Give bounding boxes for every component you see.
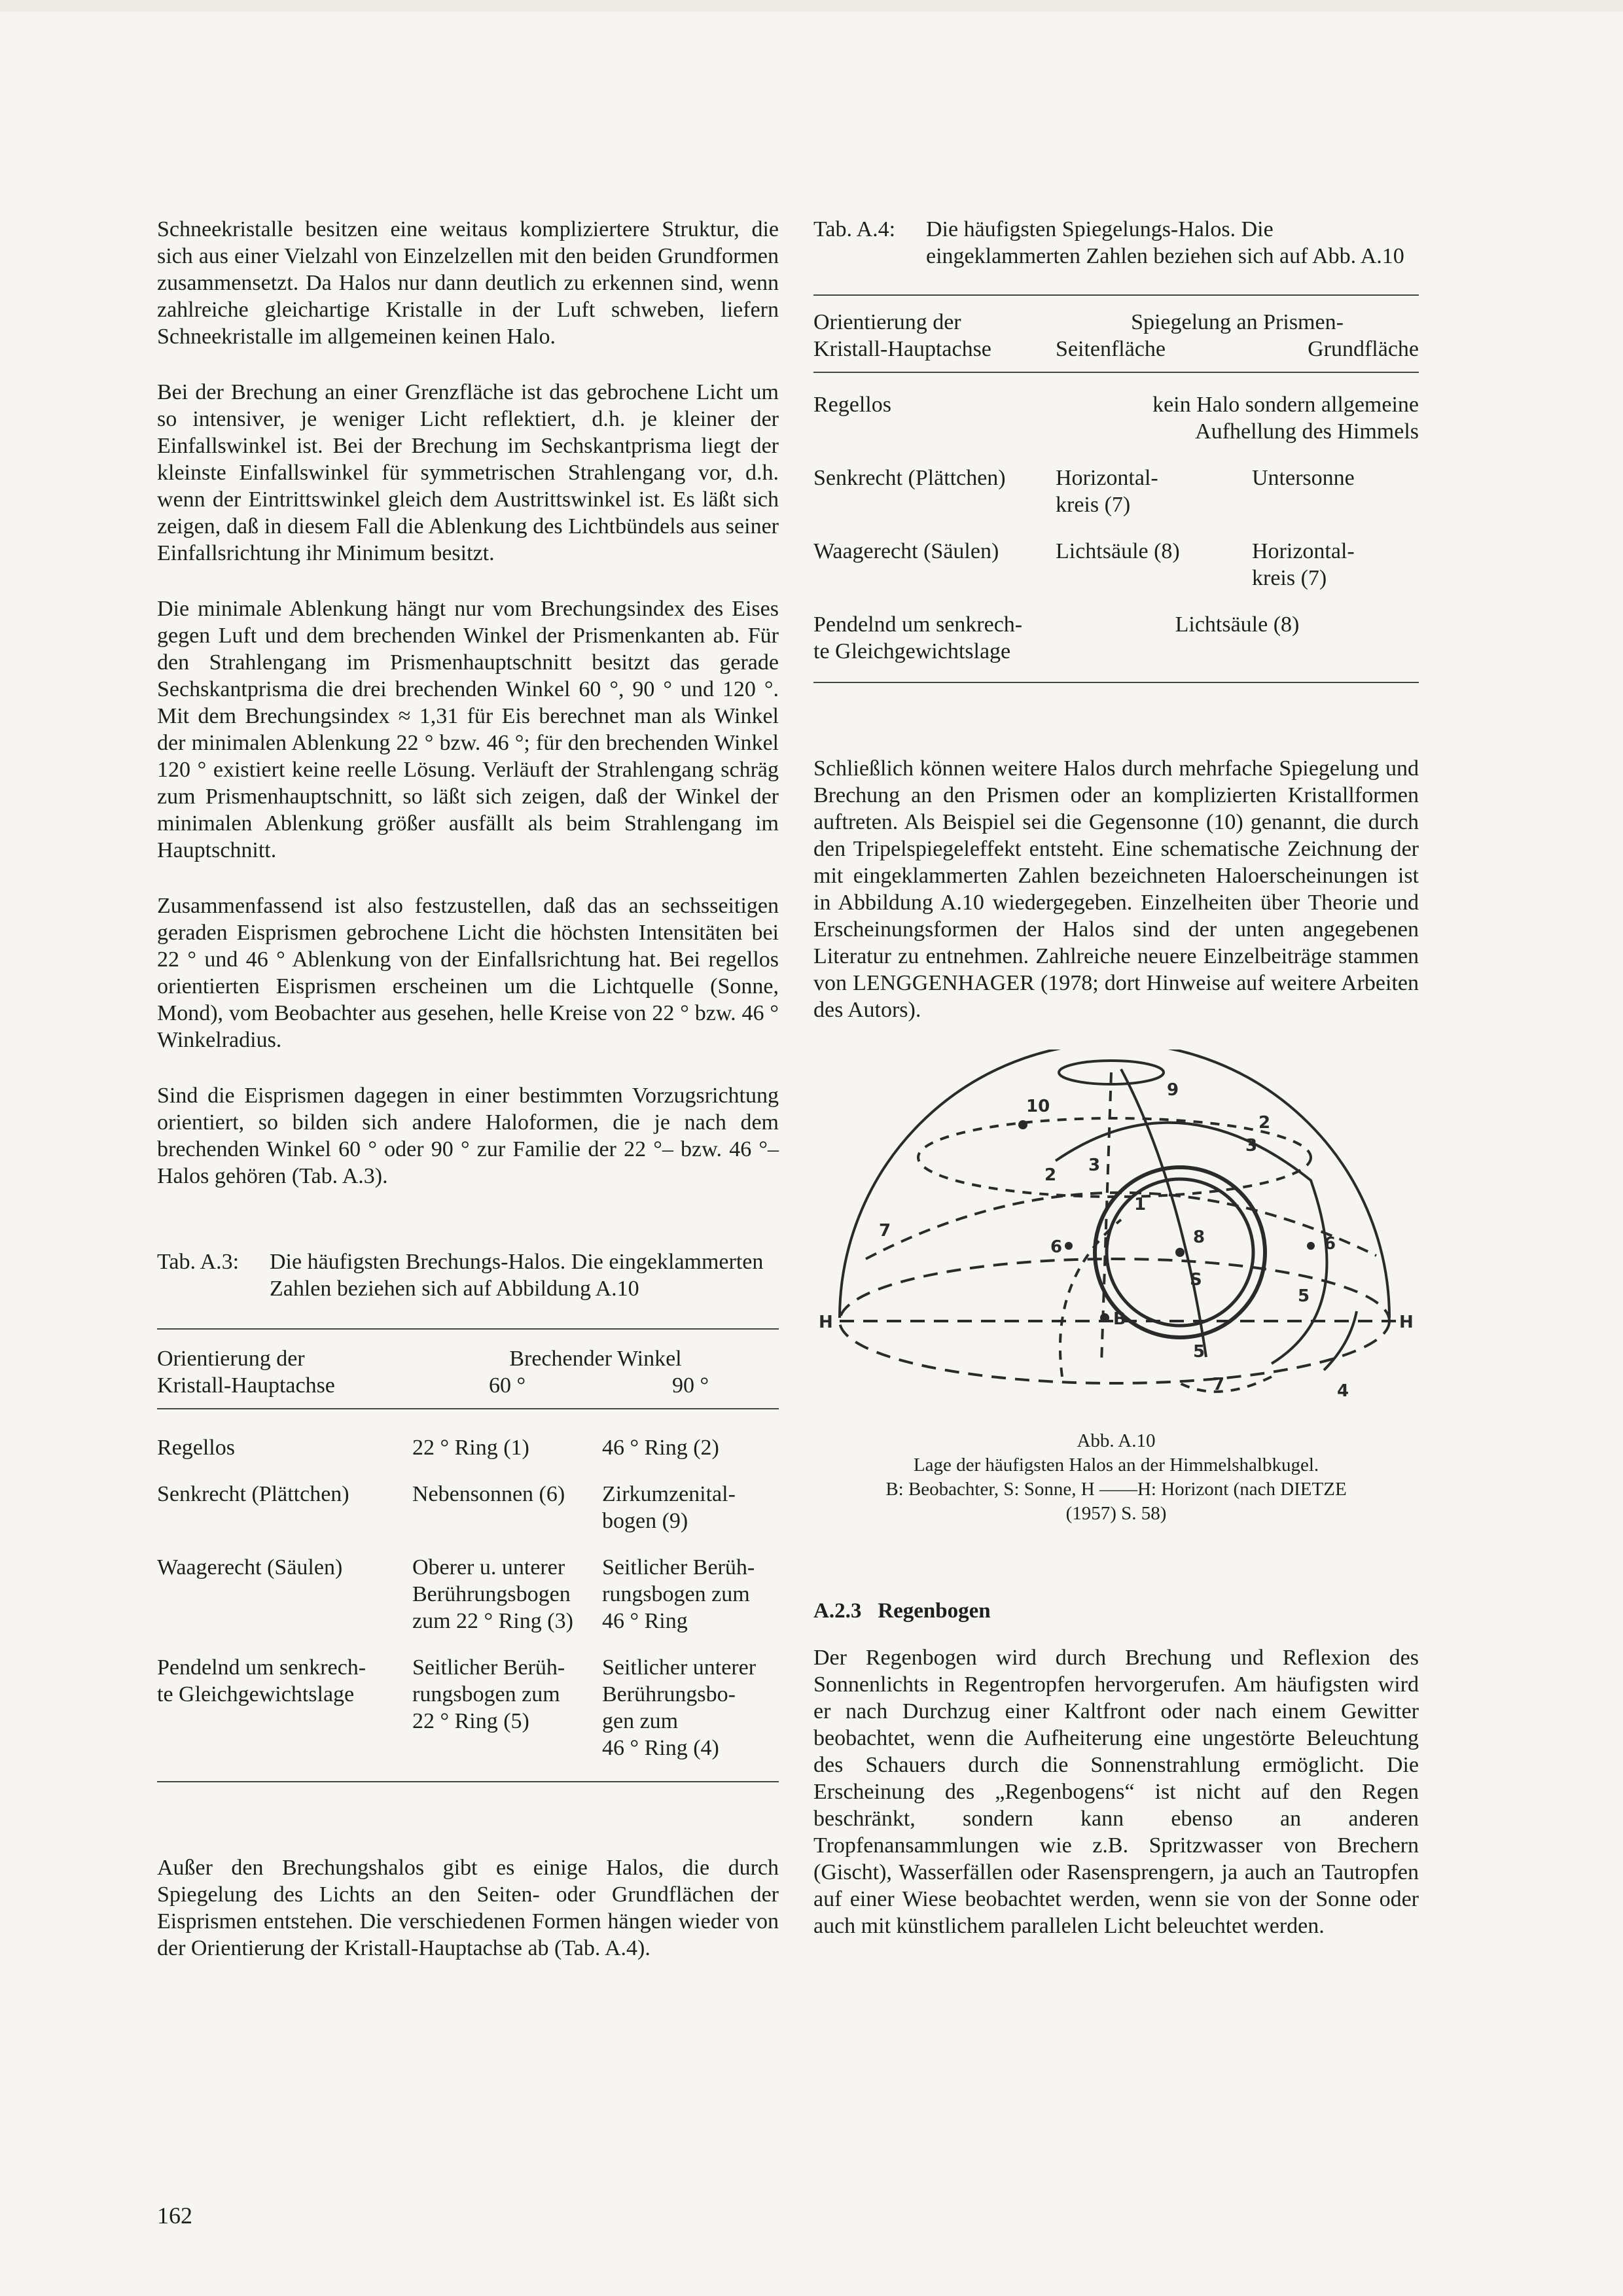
figure-label: 8	[1193, 1227, 1205, 1247]
table-cell: Regellos	[157, 1436, 235, 1460]
paragraph: Sind die Eisprismen dagegen in einer bestimmten Vorzugsrichtung orientiert, so bilden sich andere Haloformen, die je nach dem brechenden Winkel 60 ° oder 90 ° zur Familie der 22 °– bzw. 46 °–Halos gehören (Tab. A.3).	[157, 1084, 779, 1188]
table-header-group: Spiegelung an Prismen-	[1131, 310, 1344, 334]
figure-label: B	[1113, 1309, 1126, 1329]
sun-dot	[1175, 1248, 1185, 1257]
paragraph: Die minimale Ablenkung hängt nur vom Brechungsindex des Eises gegen Luft und dem brechenden Winkel der Prismenkanten ab. Für den Strahlengang im Prismenhauptschnitt besitzt das gerade Sechskantprisma die drei brechenden Winkel 60 °, 90 ° und 120 °. Mit dem Brechungsindex ≈ 1,31 für Eis berechnet man als Winkel der minimalen Ablenkung 22 ° bzw. 46 °; für den brechenden Winkel 120 ° existiert keine reelle Lösung. Verläuft der Strahlengang schräg zum Prismenhauptschnitt, so läßt sich zeigen, daß der Winkel der minimalen Ablenkung größer ausfällt als beim Strahlengang im Hauptschnitt.	[157, 597, 779, 862]
table-cell: Waagerecht (Säulen)	[157, 1555, 343, 1580]
table-a4-caption-text: Die häufigsten Spiegelungs-Halos. Die eingeklammerten Zahlen beziehen sich auf Abb. A.10	[926, 217, 1404, 268]
figure-label: 3	[1245, 1136, 1258, 1156]
table-a4-body	[813, 373, 1419, 665]
table-cell: 22 ° Ring (1)	[412, 1436, 529, 1460]
figure-label: H	[1399, 1313, 1414, 1332]
figure-title: Lage der häufigsten Halos an der Himmelshalbkugel.	[913, 1455, 1319, 1475]
table-header-orientation: Orientierung der Kristall-Hauptachse	[813, 310, 991, 361]
parhelion-dot	[1065, 1242, 1073, 1250]
table-header-side: Seitenfläche	[1056, 337, 1166, 361]
table-a4-label: Tab. A.4:	[813, 217, 896, 241]
figure-label: 6	[1050, 1237, 1063, 1257]
paragraph: Bei der Brechung an einer Grenzfläche ist das gebrochene Licht um so intensiver, je weniger Licht reflektiert, d.h. je kleiner der Einfallswinkel ist. Bei der Brechung im Sechskantprisma liegt der kleinste Einfallswinkel für symmetrischen Strahlengang vor, d.h. wenn der Eintrittswinkel gleich dem Austrittswinkel ist. Es läßt sich zeigen, daß in diesem Fall die Ablenkung des Lichtbündels aus seiner Einfallsrichtung ihr Minimum besitzt.	[157, 380, 779, 565]
scan-top-edge	[0, 0, 1623, 12]
table-a3-body	[157, 1409, 779, 1761]
table-a3	[157, 1330, 779, 1399]
figure-source: (1957) S. 58)	[1065, 1503, 1167, 1524]
table-cell: Pendelnd um senkrech- te Gleichgewichtslage	[157, 1655, 366, 1706]
table-header-group: Brechender Winkel	[509, 1347, 682, 1371]
figure-label: 10	[1026, 1097, 1050, 1116]
table-header-base: Grundfläche	[1308, 337, 1419, 361]
paragraph: Der Regenbogen wird durch Brechung und Reflexion des Sonnenlichts in Regentropfen hervorgerufen. Am häufigsten wird er nach Durchzug einer Kaltfront oder nach einem Gewitter beobachtet, wenn die Aufheiterung eine ungestörte Beleuchtung des Schauers durch die Sonnenstrahlung ermöglicht. Die Erscheinung des „Regenbogens“ ist nicht auf den Regen beschränkt, sondern kann ebenso an anderen Tropfenansammlungen wie z.B. Spritzwasser von Brechern (Gischt), Wasserfällen oder Rasensprengern, ja auch an Tautropfen auf einer Wiese beobachtet werden, wenn sie von der Sonne oder auch mit künstlichem parallelen Licht beleuchtet werden.	[813, 1646, 1419, 1938]
right-column	[813, 216, 1419, 1939]
table-rule	[813, 682, 1419, 683]
table-cell: kein Halo sondern allgemeine Aufhellung des Himmels	[1152, 393, 1419, 444]
figure-label: S	[1190, 1270, 1202, 1290]
figure-label: H	[819, 1313, 833, 1332]
figure-label: 2	[1044, 1165, 1057, 1185]
left-column	[157, 216, 779, 1990]
paragraph: Schließlich können weitere Halos durch mehrfache Spiegelung und Brechung an den Prismen oder an komplizierten Kristallformen auftreten. Als Beispiel sei die Gegensonne (10) genannt, die durch den Tripelspiegeleffekt entsteht. Eine schematische Zeichnung der mit eingeklammerten Zahlen bezeichneten Haloerscheinungen ist in Abbildung A.10 wiedergegeben. Einzelheiten über Theorie und Erscheinungsformen der Halos sind der unten angegebenen Literatur zu entnehmen. Zahlreiche neuere Einzelbeiträge stammen von LENGGENHAGER (1978; dort Hinweise auf weitere Arbeiten des Autors).	[813, 756, 1419, 1022]
table-header-orientation: Orientierung der Kristall-Hauptachse	[157, 1347, 335, 1398]
arc-3	[1180, 1377, 1272, 1392]
section-heading	[813, 1598, 1419, 1625]
table-cell: Senkrecht (Plättchen)	[157, 1482, 349, 1506]
figure-label: 3	[1088, 1156, 1101, 1175]
halo-diagram	[813, 1050, 1419, 1416]
table-cell: Regellos	[813, 393, 891, 417]
table-a4	[813, 296, 1419, 362]
table-cell: Horizontal- kreis (7)	[1056, 466, 1158, 517]
observer-dot	[1100, 1313, 1109, 1322]
figure-number: Abb. A.10	[1077, 1430, 1156, 1451]
figure-label: 4	[1337, 1381, 1349, 1401]
table-cell: Nebensonnen (6)	[412, 1482, 565, 1506]
table-cell: 46 ° Ring (2)	[602, 1436, 719, 1460]
table-header-90: 90 °	[671, 1373, 709, 1398]
table-cell: Lichtsäule (8)	[1175, 612, 1300, 637]
horizontal-circle	[866, 1193, 1376, 1259]
table-cell: Oberer u. unterer Berührungsbogen zum 22 ° Ring (3)	[412, 1555, 573, 1633]
figure-label: 1	[1134, 1195, 1147, 1214]
figure-label: 5	[1298, 1286, 1310, 1306]
paragraph: Schneekristalle besitzen eine weitaus kompliziertere Struktur, die sich aus einer Vielzahl von Einzelzellen mit den beiden Grundformen zusammensetzt. Da Halos nur dann deutlich zu erkennen sind, wenn zahlreiche gleichartige Kristalle in der Luft schweben, liefern Schneekristalle im allgemeinen keinen Halo.	[157, 217, 779, 349]
figure-label: 2	[1258, 1113, 1271, 1133]
section-number: A.2.3	[813, 1599, 862, 1623]
parhelion-dot	[1307, 1242, 1315, 1250]
table-cell: Seitlicher Berüh- rungsbogen zum 22 ° Ring (5)	[412, 1655, 565, 1733]
figure-label: 9	[1167, 1080, 1179, 1100]
figure-label: 6	[1324, 1234, 1336, 1254]
page-number: 162	[157, 2202, 192, 2229]
table-a3-caption	[157, 1248, 779, 1302]
figure-label: 7	[879, 1221, 891, 1241]
table-a4-caption	[813, 216, 1419, 270]
table-a3-caption-text: Die häufigsten Brechungs-Halos. Die eingeklammerten Zahlen beziehen sich auf Abbildung A.10	[270, 1250, 764, 1301]
table-cell: Seitlicher unterer Berührungsbo- gen zum 46 ° Ring (4)	[602, 1655, 757, 1760]
table-cell: Lichtsäule (8)	[1056, 539, 1180, 563]
figure-label: 7	[1213, 1375, 1225, 1394]
table-cell: Pendelnd um senkrech- te Gleichgewichtslage	[813, 612, 1023, 663]
anti-sun-dot	[1018, 1120, 1027, 1129]
table-cell: Horizontal- kreis (7)	[1252, 539, 1355, 590]
paragraph: Zusammenfassend ist also festzustellen, daß das an sechsseitigen geraden Eisprismen gebrochene Licht die höchsten Intensitäten bei 22 ° und 46 ° Ablenkung von der Einfallsrichtung hat. Bei regellos orientierten Eisprismen erscheinen um die Lichtquelle (Sonne, Mond), vom Beobachter aus gesehen, helle Kreise von 22 ° bzw. 46 ° Winkelradius.	[157, 894, 779, 1052]
section-title: Regenbogen	[878, 1599, 991, 1623]
table-a3-label: Tab. A.3:	[157, 1250, 240, 1274]
halo-diagram-svg	[813, 1050, 1419, 1416]
table-header-60: 60 °	[488, 1373, 526, 1398]
table-cell: Seitlicher Berüh- rungsbogen zum 46 ° Ring	[602, 1555, 755, 1633]
table-cell: Untersonne	[1252, 466, 1355, 490]
table-cell: Waagerecht (Säulen)	[813, 539, 999, 563]
figure-legend: B: Beobachter, S: Sonne, H ——H: Horizont (nach DIETZE	[885, 1479, 1347, 1500]
table-cell: Zirkumzenital- bogen (9)	[602, 1482, 736, 1533]
table-cell: Senkrecht (Plättchen)	[813, 466, 1006, 490]
figure-caption	[813, 1429, 1419, 1526]
figure-label: 5	[1193, 1342, 1205, 1362]
paragraph: Außer den Brechungshalos gibt es einige Halos, die durch Spiegelung des Lichts an den Seiten- oder Grundflächen der Eisprismen entstehen. Die verschiedenen Formen hängen wieder von der Orientierung der Kristall-Hauptachse ab (Tab. A.4).	[157, 1856, 779, 1960]
table-rule	[157, 1781, 779, 1782]
